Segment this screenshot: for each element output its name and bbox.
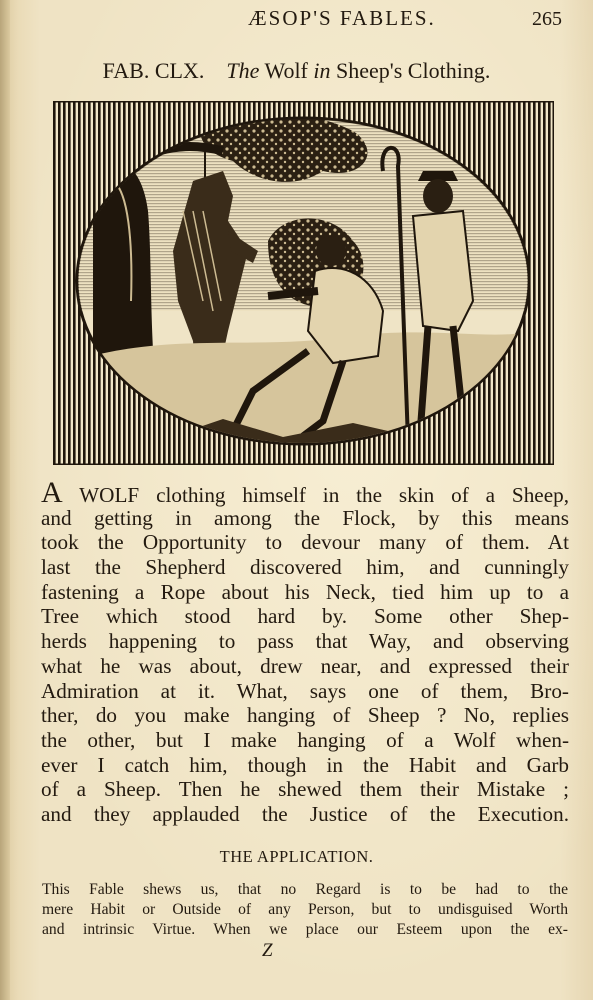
text-line: took the Opportunity to devour many of them. At — [41, 530, 569, 555]
application-line: mere Habit or Outside of any Person, but to undisguised Worth — [42, 900, 568, 918]
application-heading: THE APPLICATION. — [219, 847, 374, 866]
running-title: ÆSOP'S FABLES. — [248, 6, 436, 30]
title-the: The — [226, 58, 260, 83]
application-line: This Fable shews us, that no Regard is to be had to the — [42, 881, 568, 898]
fable-text — [41, 476, 569, 827]
application-text — [42, 880, 568, 939]
fable-number: FAB. CLX. — [102, 58, 205, 83]
fable-title — [0, 58, 593, 84]
title-rest: Sheep's Clothing. — [336, 58, 491, 83]
text-line: Admiration at it. What, says one of them, Bro- — [41, 678, 569, 703]
text-line: last the Shepherd discovered him, and cunningly — [41, 555, 569, 580]
text-line: ever I catch him, though in the Habit and Garb — [41, 752, 569, 777]
text-line: and they applauded the Justice of the Execution. — [41, 801, 569, 826]
text-line: of a Sheep. Then he shewed them their Mistake ; — [41, 777, 569, 802]
text-line: and getting in among the Flock, by this means — [41, 505, 569, 530]
signature-mark: Z — [262, 940, 273, 961]
text-line: Tree which stood hard by. Some other Shep- — [41, 604, 569, 629]
text-line: what he was about, drew near, and expressed their — [41, 653, 569, 678]
text-line: A WOLF clothing himself in the skin of a Sheep, — [41, 476, 569, 509]
title-wolf: Wolf — [264, 58, 308, 83]
title-in: in — [313, 58, 331, 83]
text-line: fastening a Rope about his Neck, tied him up to a — [41, 579, 569, 604]
page-number: 265 — [532, 8, 562, 30]
application-line: and intrinsic Virtue. When we place our Esteem upon the ex- — [42, 920, 568, 938]
text-line: herds happening to pass that Way, and observing — [41, 629, 569, 654]
text-line: ther, do you make hanging of Sheep ? No, replies — [41, 703, 569, 728]
text-line: the other, but I make hanging of a Wolf when- — [41, 727, 569, 752]
woodcut-illustration — [53, 101, 554, 465]
running-head — [0, 6, 593, 34]
drop-capital: A — [41, 476, 63, 509]
